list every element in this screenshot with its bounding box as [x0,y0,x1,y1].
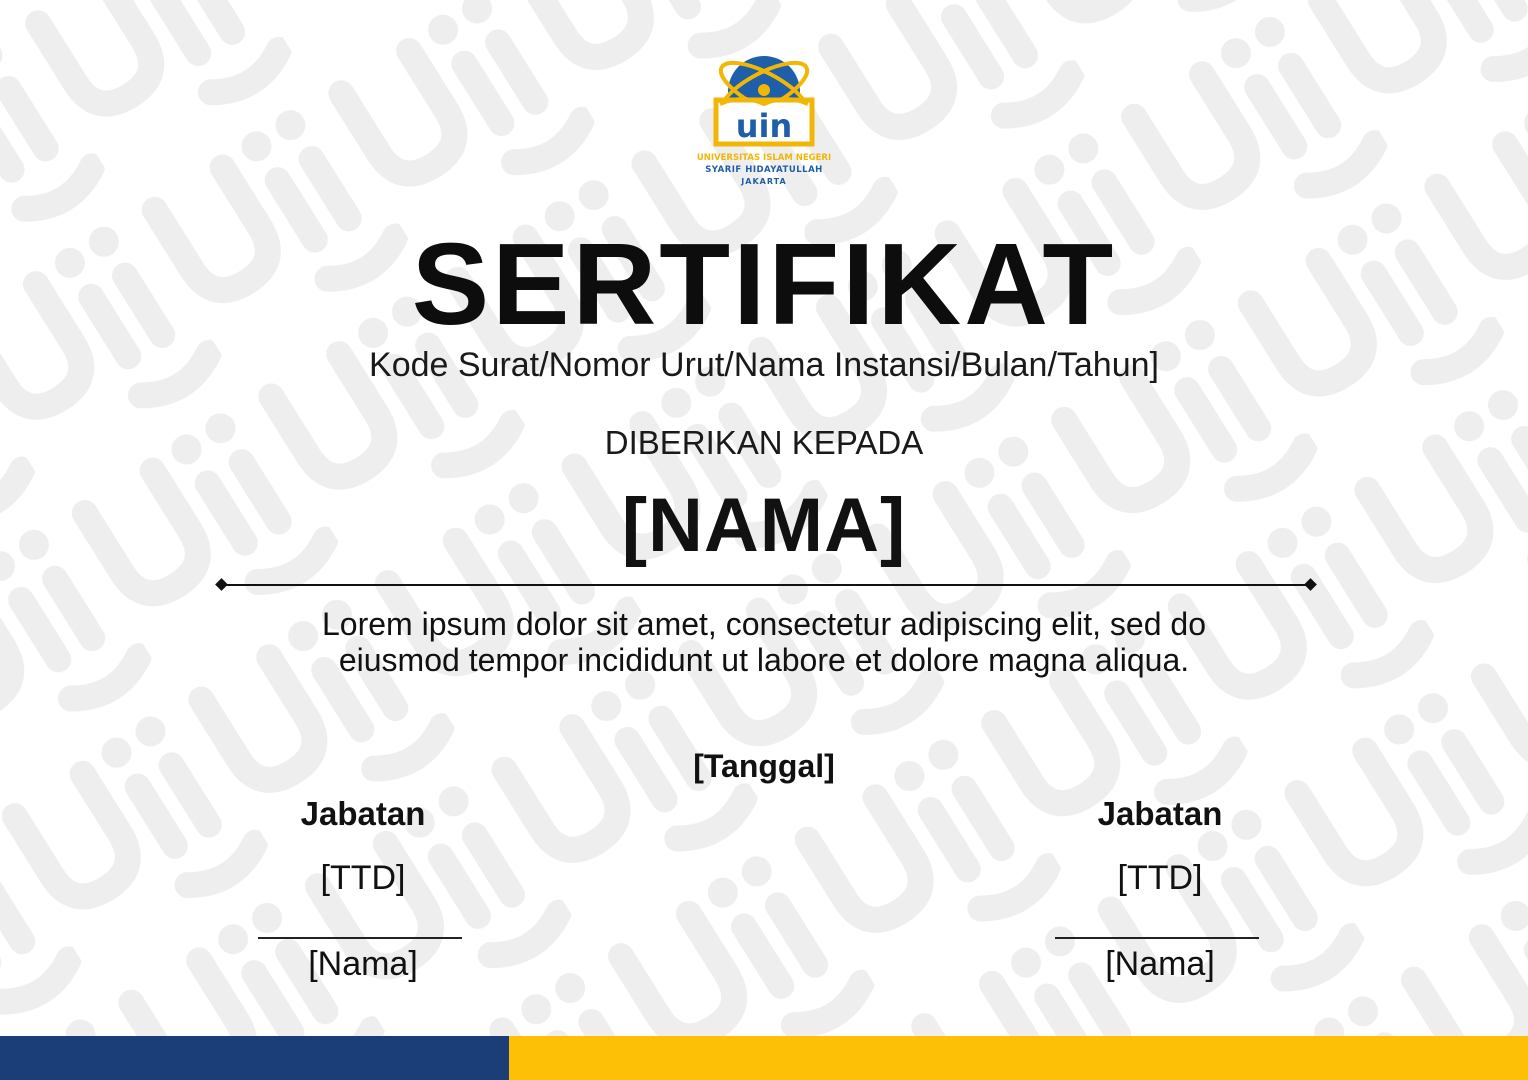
university-logo [692,42,836,192]
description-line-2: eiusmod tempor incididunt ut labore et dolore magna aliqua. [338,642,1190,678]
signer-role: Jabatan [1097,795,1223,832]
logo-line-2: SYARIF HIDAYATULLAH [705,165,823,175]
certificate-title: SERTIFIKAT [411,219,1117,349]
signature-placeholder: [TTD] [320,859,406,897]
logo-emblem-text: uin [735,107,793,145]
signer-name: [Nama] [308,945,418,983]
logo-line-1: UNIVERSITAS ISLAM NEGERI [696,153,832,163]
signature-placeholder: [TTD] [1117,859,1203,897]
signature-line [1055,937,1259,939]
signature-line [258,937,462,939]
signer-name: [Nama] [1105,945,1215,983]
divider [222,584,1310,586]
certificate-number: Kode Surat/Nomor Urut/Nama Instansi/Bulan/Tahun] [369,346,1159,384]
description-line-1: Lorem ipsum dolor sit amet, consectetur adipiscing elit, sed do [322,606,1206,642]
logo-line-3: JAKARTA [741,177,787,186]
uin-logo-icon [692,42,836,150]
signer-role: Jabatan [300,795,426,832]
divider-right-diamond [1304,578,1317,591]
footer-bar-blue [0,1036,509,1080]
divider-left-diamond [215,578,228,591]
signature-block-right [1030,794,1290,994]
recipient-name: [NAMA] [621,483,907,568]
given-to-label: DIBERIKAN KEPADA [604,424,924,461]
footer-bar-yellow [509,1036,1528,1080]
certificate-date: [Tanggal] [693,748,835,784]
signature-block-left [233,794,493,994]
